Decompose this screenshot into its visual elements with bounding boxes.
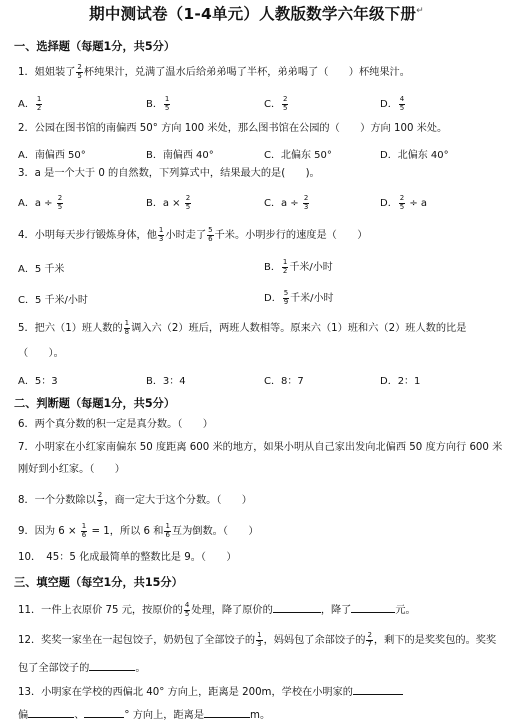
q4-option-d[interactable]: D． $\frac{5}{9}$ 千米/小时: [264, 289, 334, 306]
paragraph-mark-icon: ↵: [416, 5, 424, 16]
answer-blank[interactable]: [204, 706, 250, 718]
question-1: 1．姐姐装了 $\frac{2}{5}$ 杯纯果汁，兑满了温水后给弟弟喝了半杯，弟弟喝了（ ）杯纯果汁。: [18, 63, 410, 80]
q3-option-a[interactable]: A．a ÷ $\frac{2}{5}$: [18, 194, 63, 211]
answer-blank[interactable]: [273, 601, 321, 613]
question-11: 11．一件上衣原价 75 元，按原价的 $\frac{4}{5}$ 处理，降了原价的 ，降了 元。: [18, 601, 416, 618]
q3-option-d[interactable]: D． $\frac{2}{5}$ ÷ a: [380, 194, 428, 211]
q5-option-d[interactable]: D．2：1: [380, 376, 421, 387]
q2-option-b[interactable]: B．南偏西 40°: [146, 150, 214, 161]
question-7-line2: 刚好到小红家。（ ）: [18, 464, 125, 475]
q3-option-b[interactable]: B．a × $\frac{2}{5}$: [146, 194, 191, 211]
q5-option-a[interactable]: A．5：3: [18, 376, 58, 387]
q4-option-b[interactable]: B． $\frac{1}{2}$ 千米/小时: [264, 258, 333, 275]
answer-blank[interactable]: [351, 601, 395, 613]
q2-option-c[interactable]: C．北偏东 50°: [264, 150, 332, 161]
q4-option-c[interactable]: C．5 千米/小时: [18, 295, 88, 306]
question-4: 4．小明每天步行锻炼身体，他 $\frac{1}{3}$ 小时走了 $\frac{5}{6}$ 千米。小明步行的速度是（ ）: [18, 226, 368, 243]
q1-option-b[interactable]: B． $\frac{1}{5}$: [146, 95, 170, 112]
q4-option-a[interactable]: A．5 千米: [18, 264, 65, 275]
page-title: 期中测试卷（1-4单元）人教版数学六年级下册↵: [89, 5, 424, 23]
fraction: $\frac{2}{5}$: [77, 63, 82, 80]
question-8: 8．一个分数除以 $\frac{2}{3}$ ，商一定大于这个分数。（ ）: [18, 491, 252, 508]
question-9: 9．因为 6 × $\frac{1}{6}$ = 1，所以 6 和 $\frac{1}{6}$ 互为倒数。（ ）: [18, 522, 259, 539]
question-12-line2: 包了全部饺子的 。: [18, 659, 146, 675]
q3-option-c[interactable]: C．a ÷ $\frac{2}{3}$: [264, 194, 309, 211]
answer-blank[interactable]: [89, 659, 135, 671]
question-6: 6．两个真分数的积一定是真分数。（ ）: [18, 419, 213, 430]
question-5-line2: （ ）。: [18, 348, 64, 359]
q5-option-c[interactable]: C．8：7: [264, 376, 304, 387]
q5-option-b[interactable]: B．3：4: [146, 376, 186, 387]
section-heading-choice: 一、选择题（每题1分，共5分）: [14, 40, 176, 53]
question-12: 12．奖奖一家坐在一起包饺子，奶奶包了全部饺子的 $\frac{1}{3}$ ，妈妈包了余部饺子的 $\frac{2}{7}$ ，剩下的是奖奖包的。奖奖: [18, 631, 497, 648]
question-10: 10． 45：5 化成最简单的整数比是 9。（ ）: [18, 552, 237, 563]
q2-option-a[interactable]: A．南偏西 50°: [18, 150, 86, 161]
answer-blank[interactable]: [84, 706, 124, 718]
question-5: 5．把六（1）班人数的 $\frac{1}{8}$ 调入六（2）班后，两班人数相等。原来六（1）班和六（2）班人数的比是: [18, 319, 467, 336]
section-heading-fill: 三、填空题（每空1分，共15分）: [14, 576, 183, 589]
question-2: 2．公园在图书馆的南偏西 50° 方向 100 米处，那么图书馆在公园的（ ）方向 100 米处。: [18, 123, 448, 134]
q2-option-d[interactable]: D．北偏东 40°: [380, 150, 449, 161]
q1-option-c[interactable]: C． $\frac{2}{5}$: [264, 95, 288, 112]
question-3: 3．a 是一个大于 0 的自然数，下列算式中，结果最大的是( )。: [18, 168, 320, 179]
q1-option-a[interactable]: A． $\frac{1}{2}$: [18, 95, 42, 112]
question-13-line2: 偏 、 ° 方向上，距离是 m。: [18, 706, 270, 722]
question-13: 13．小明家在学校的西偏北 40° 方向上，距离是 200m，学校在小明家的: [18, 683, 403, 699]
q1-option-d[interactable]: D． $\frac{4}{5}$: [380, 95, 405, 112]
question-7: 7．小明家在小红家南偏东 50 度距离 600 米的地方，如果小明从自己家出发向北偏西 50 度方向行 600 米: [18, 442, 503, 453]
answer-blank[interactable]: [28, 706, 74, 718]
section-heading-judge: 二、判断题（每题1分，共5分）: [14, 397, 176, 410]
answer-blank[interactable]: [353, 683, 403, 695]
